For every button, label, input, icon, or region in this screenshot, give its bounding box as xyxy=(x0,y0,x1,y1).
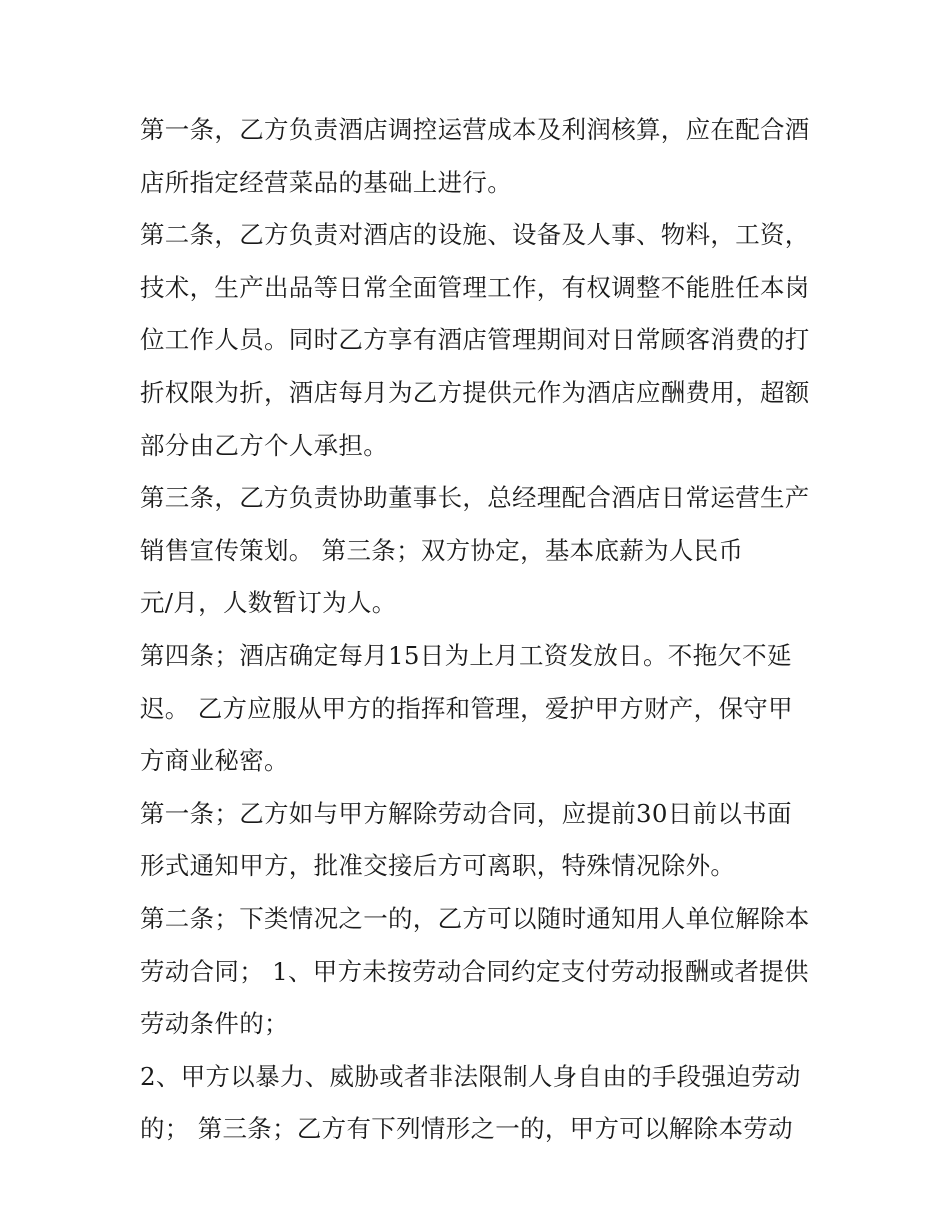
text-line: 第四条；酒店确定每月15日为上月工资发放日。不拖欠不延 xyxy=(140,640,792,670)
text-line: 第二条；下类情况之一的，乙方可以随时通知用人单位解除本 xyxy=(140,903,810,933)
text-line: 第二条，乙方负责对酒店的设施、设备及人事、物料，工资， xyxy=(140,220,810,250)
text-line: 劳动合同； 1、甲方未按劳动合同约定支付劳动报酬或者提供 xyxy=(140,956,809,986)
text-line: 形式通知甲方，批准交接后方可离职，特殊情况除外。 xyxy=(140,851,736,881)
text-line: 第三条，乙方负责协助董事长，总经理配合酒店日常运营生产 xyxy=(140,483,810,513)
text-line: 销售宣传策划。 第三条；双方协定，基本底薪为人民币 xyxy=(140,535,744,565)
text-line: 劳动条件的； xyxy=(140,1009,289,1039)
text-line: 的； 第三条；乙方有下列情形之一的，甲方可以解除本劳动 xyxy=(140,1114,793,1144)
text-line: 2、甲方以暴力、威胁或者非法限制人身自由的手段强迫劳动 xyxy=(140,1061,801,1091)
text-line: 位工作人员。同时乙方享有酒店管理期间对日常顾客消费的打 xyxy=(140,325,810,355)
text-line: 迟。 乙方应服从甲方的指挥和管理，爱护甲方财产，保守甲 xyxy=(140,693,793,723)
text-line: 店所指定经营菜品的基础上进行。 xyxy=(140,167,512,197)
text-line: 技术，生产出品等日常全面管理工作，有权调整不能胜任本岗 xyxy=(140,272,810,302)
text-line: 第一条，乙方负责酒店调控运营成本及利润核算，应在配合酒 xyxy=(140,115,810,144)
document-body xyxy=(140,104,820,1156)
text-line: 部分由乙方个人承担。 xyxy=(140,430,388,460)
text-line: 元/月，人数暂订为人。 xyxy=(140,588,397,618)
text-line: 第一条；乙方如与甲方解除劳动合同，应提前30日前以书面 xyxy=(140,798,792,828)
text-line: 方商业秘密。 xyxy=(140,746,289,776)
text-line: 折权限为折，酒店每月为乙方提供元作为酒店应酬费用，超额 xyxy=(140,377,810,407)
